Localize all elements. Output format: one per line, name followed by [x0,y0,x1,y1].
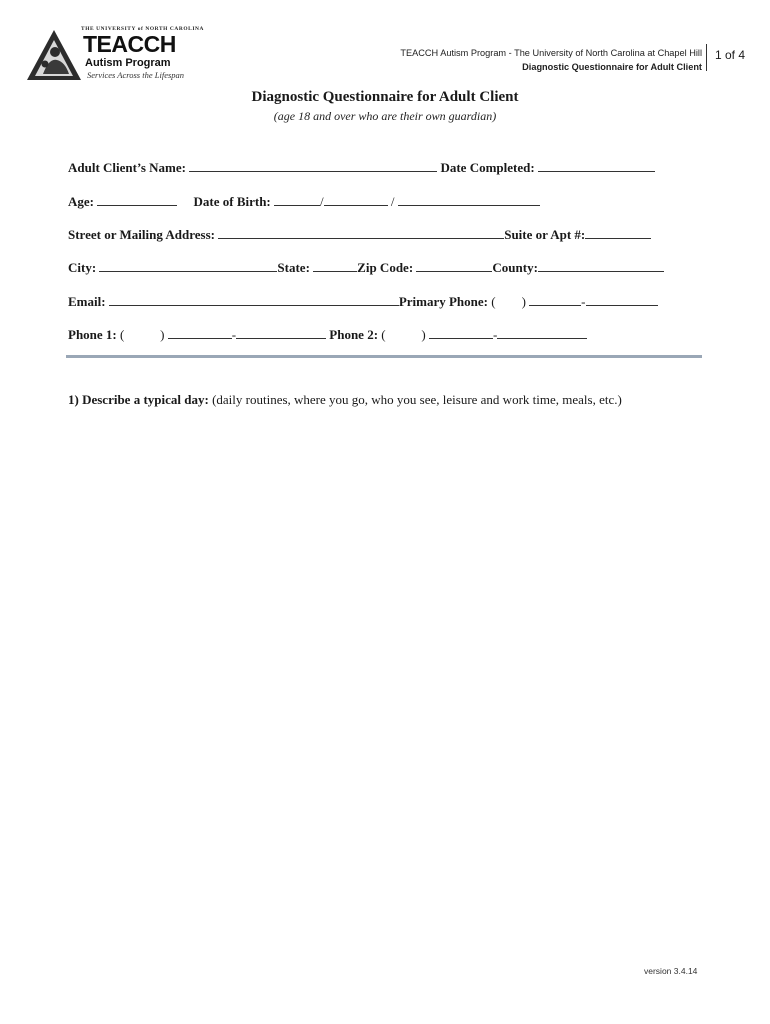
age-label: Age: [68,194,94,209]
phone1-label: Phone 1: [68,327,117,342]
phone2-paren-close: ) [421,327,426,342]
teacch-logo [25,26,205,86]
phone1-dash: - [231,327,237,342]
phone1-paren-close: ) [160,327,165,342]
row-phones [68,327,681,343]
email-field[interactable] [109,295,399,306]
document-header [400,46,702,74]
page-number: 1 of 4 [706,44,745,71]
dob-day-field[interactable] [324,195,388,206]
primary-phone-label: Primary Phone: [398,294,488,309]
suite-label: Suite or Apt #: [504,227,586,242]
row-name [68,160,681,176]
phone2-dash: - [492,327,498,342]
row-age [68,194,681,210]
dob-separator-1: / [320,194,324,209]
phone2-paren-open: ( [381,327,386,342]
age-field[interactable] [97,195,177,206]
row-address [68,227,681,243]
dob-month-field[interactable] [274,195,320,206]
phone1-prefix-field[interactable] [168,328,232,339]
primary-phone-dash: - [581,294,586,309]
state-label: State: [277,260,310,275]
version-label: version 3.4.14 [644,966,698,976]
date-completed-field[interactable] [538,161,655,172]
form-subtitle: (age 18 and over who are their own guardian) [273,109,497,123]
phone2-prefix-field[interactable] [429,328,493,339]
primary-phone-paren-close: ) [521,294,526,309]
name-field[interactable] [189,161,437,172]
form-title: Diagnostic Questionnaire for Adult Client [251,89,519,105]
triangle-logo-icon [25,28,83,82]
street-label: Street or Mailing Address: [68,227,215,242]
city-label: City: [68,260,97,275]
name-label: Adult Client’s Name: [68,160,186,175]
email-label: Email: [68,294,106,309]
state-field[interactable] [313,261,357,272]
county-label: County: [492,260,538,275]
row-email [68,294,681,310]
section-divider [66,355,702,358]
row-city [68,260,681,276]
primary-phone-line-field[interactable] [586,295,658,306]
university-name: THE UNIVERSITY of NORTH CAROLINA [81,26,205,32]
zip-label: Zip Code: [357,260,414,275]
county-field[interactable] [538,261,664,272]
city-field[interactable] [99,261,277,272]
dob-separator-2: / [390,194,395,209]
phone2-line-field[interactable] [497,328,587,339]
phone1-paren-open: ( [120,327,125,342]
question-1-label: 1) Describe a typical day: [68,392,209,407]
primary-phone-paren-open: ( [491,294,496,309]
logo-program: Autism Program [85,57,171,69]
zip-field[interactable] [416,261,492,272]
dob-label: Date of Birth: [193,194,271,209]
suite-field[interactable] [585,228,651,239]
phone2-label: Phone 2: [329,327,379,342]
question-1 [68,392,622,408]
question-1-hint: (daily routines, where you go, who you see, leisure and work time, meals, etc.) [212,392,622,407]
primary-phone-prefix-field[interactable] [529,295,581,306]
logo-tagline: Services Across the Lifespan [87,70,185,80]
phone1-line-field[interactable] [236,328,326,339]
date-completed-label: Date Completed: [440,160,535,175]
header-line-1: TEACCH Autism Program - The University of North Carolina at Chapel Hill [400,48,702,58]
header-line-2: Diagnostic Questionnaire for Adult Client [522,62,702,72]
street-field[interactable] [218,228,504,239]
dob-year-field[interactable] [398,195,540,206]
logo-name: TEACCH [83,31,176,57]
